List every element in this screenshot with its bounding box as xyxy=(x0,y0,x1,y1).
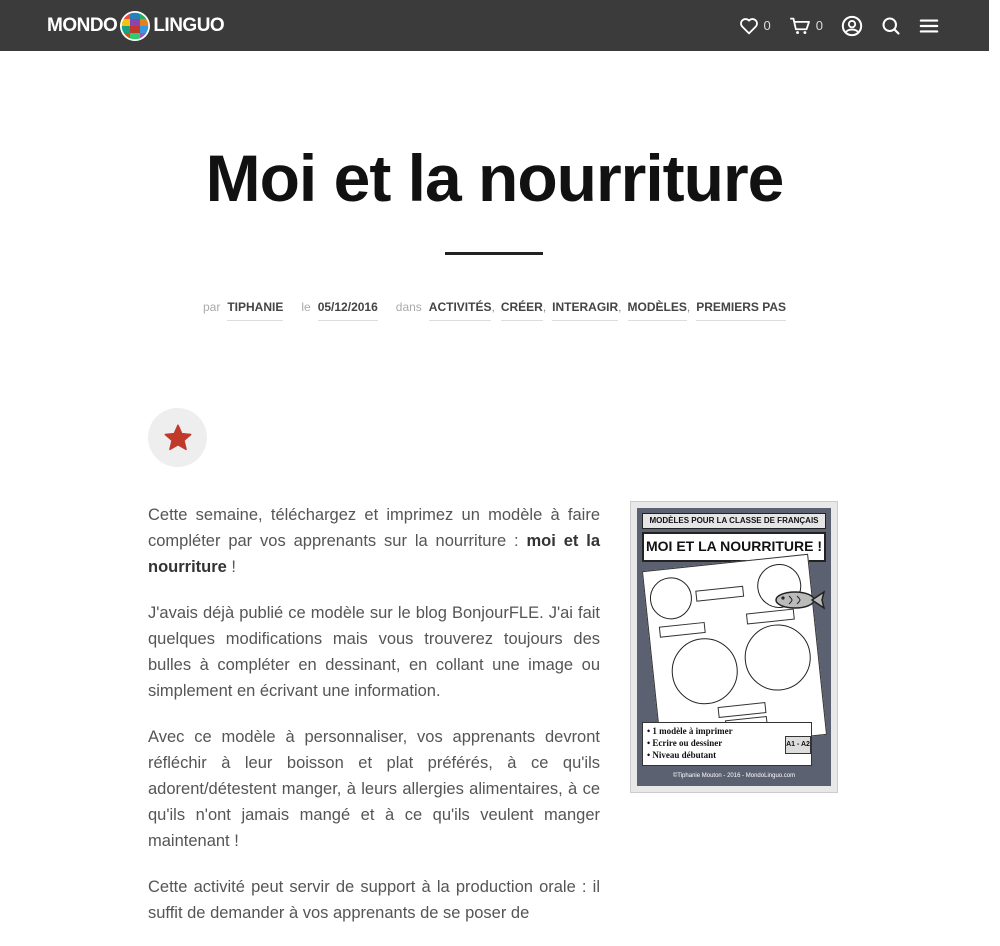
bubble-circle xyxy=(648,575,694,621)
meta-date-link[interactable]: 05/12/2016 xyxy=(318,300,378,321)
meta-by-label: par xyxy=(203,300,221,314)
meta-category-link[interactable]: PREMIERS PAS xyxy=(696,300,786,321)
post-format-badge xyxy=(148,408,207,467)
wishlist-button[interactable] xyxy=(739,17,771,35)
worksheet-thumbnail[interactable] xyxy=(630,501,838,793)
meta-category-link[interactable]: INTERAGIR xyxy=(552,300,618,321)
poster-header: MODÈLES POUR LA CLASSE DE FRANÇAIS xyxy=(642,513,826,529)
search-button[interactable] xyxy=(881,16,901,36)
header-actions xyxy=(721,0,939,51)
worksheet-poster xyxy=(637,508,831,786)
bold-phrase: moi et la nourriture xyxy=(148,532,600,576)
cart-count: 0 xyxy=(815,18,823,33)
post-meta: par TIPHANIE le 05/12/2016 dans ACTIVITÉS , CRÉER , INTERAGIR , MODÈLES , PREMIERS PAS xyxy=(0,300,989,321)
post-paragraph: Cette semaine, téléchargez et imprimez un modèle à faire compléter par vos apprenants sur la nourriture : moi et la nourriture ! xyxy=(148,506,600,576)
account-button[interactable] xyxy=(841,15,863,37)
poster-bullet: • Ecrire ou dessiner xyxy=(647,738,723,748)
label-box xyxy=(659,622,706,638)
search-icon xyxy=(881,16,901,36)
meta-category-link[interactable]: MODÈLES xyxy=(628,300,687,321)
poster-title: MOI ET LA NOURRITURE ! xyxy=(642,532,826,562)
meta-in-label: dans xyxy=(395,300,422,314)
level-badge: A1 - A2 xyxy=(785,736,811,754)
bubble-circle xyxy=(741,621,814,694)
fish-icon xyxy=(773,588,825,612)
post-paragraph: Avec ce modèle à personnaliser, vos apprenants devront réfléchir à leur boisson et plat préférés, à ce qu'ils adorent/détestent manger, à leurs allergies alimentaires, à ce qu'ils n'ont jamais mangé et à ce qu'ils veulent manger maintenant ! xyxy=(148,728,600,850)
logo-text-right: LINGUO xyxy=(153,15,225,36)
meta-date-label: le xyxy=(301,300,311,314)
post-title: Moi et la nourriture xyxy=(205,141,784,215)
wishlist-count: 0 xyxy=(763,18,771,33)
title-divider xyxy=(445,252,543,255)
menu-button[interactable] xyxy=(919,17,939,35)
globe-logo-icon xyxy=(119,10,151,42)
post-paragraph: Cette activité peut servir de support à la production orale : il suffit de demander à vos apprenants de se poser de xyxy=(148,878,600,922)
cart-button[interactable] xyxy=(789,17,823,35)
meta-category-link[interactable]: ACTIVITÉS xyxy=(429,300,492,321)
heart-icon xyxy=(739,17,759,35)
account-icon xyxy=(841,15,863,37)
post-content xyxy=(148,502,600,946)
cart-icon xyxy=(789,17,811,35)
site-header xyxy=(0,0,989,51)
poster-bullet: • 1 modèle à imprimer xyxy=(647,726,733,736)
poster-bullet: • Niveau débutant xyxy=(647,750,717,760)
menu-icon xyxy=(919,17,939,35)
site-logo[interactable] xyxy=(47,8,224,44)
bubble-circle xyxy=(668,635,741,708)
logo-text-left: MONDO xyxy=(47,15,118,36)
meta-category-link[interactable]: CRÉER xyxy=(501,300,543,321)
poster-footer: ©Tiphanie Mouton - 2016 - MondoLinguo.com xyxy=(672,773,796,779)
label-box xyxy=(695,586,744,602)
star-icon xyxy=(162,422,194,454)
meta-author-link[interactable]: TIPHANIE xyxy=(227,300,283,321)
label-box xyxy=(718,702,767,718)
post-paragraph: J'avais déjà publié ce modèle sur le blog BonjourFLE. J'ai fait quelques modifications mais vous trouverez toujours des bulles à compléter en dessinant, en collant une image ou simplement en écrivant une information. xyxy=(148,604,600,700)
